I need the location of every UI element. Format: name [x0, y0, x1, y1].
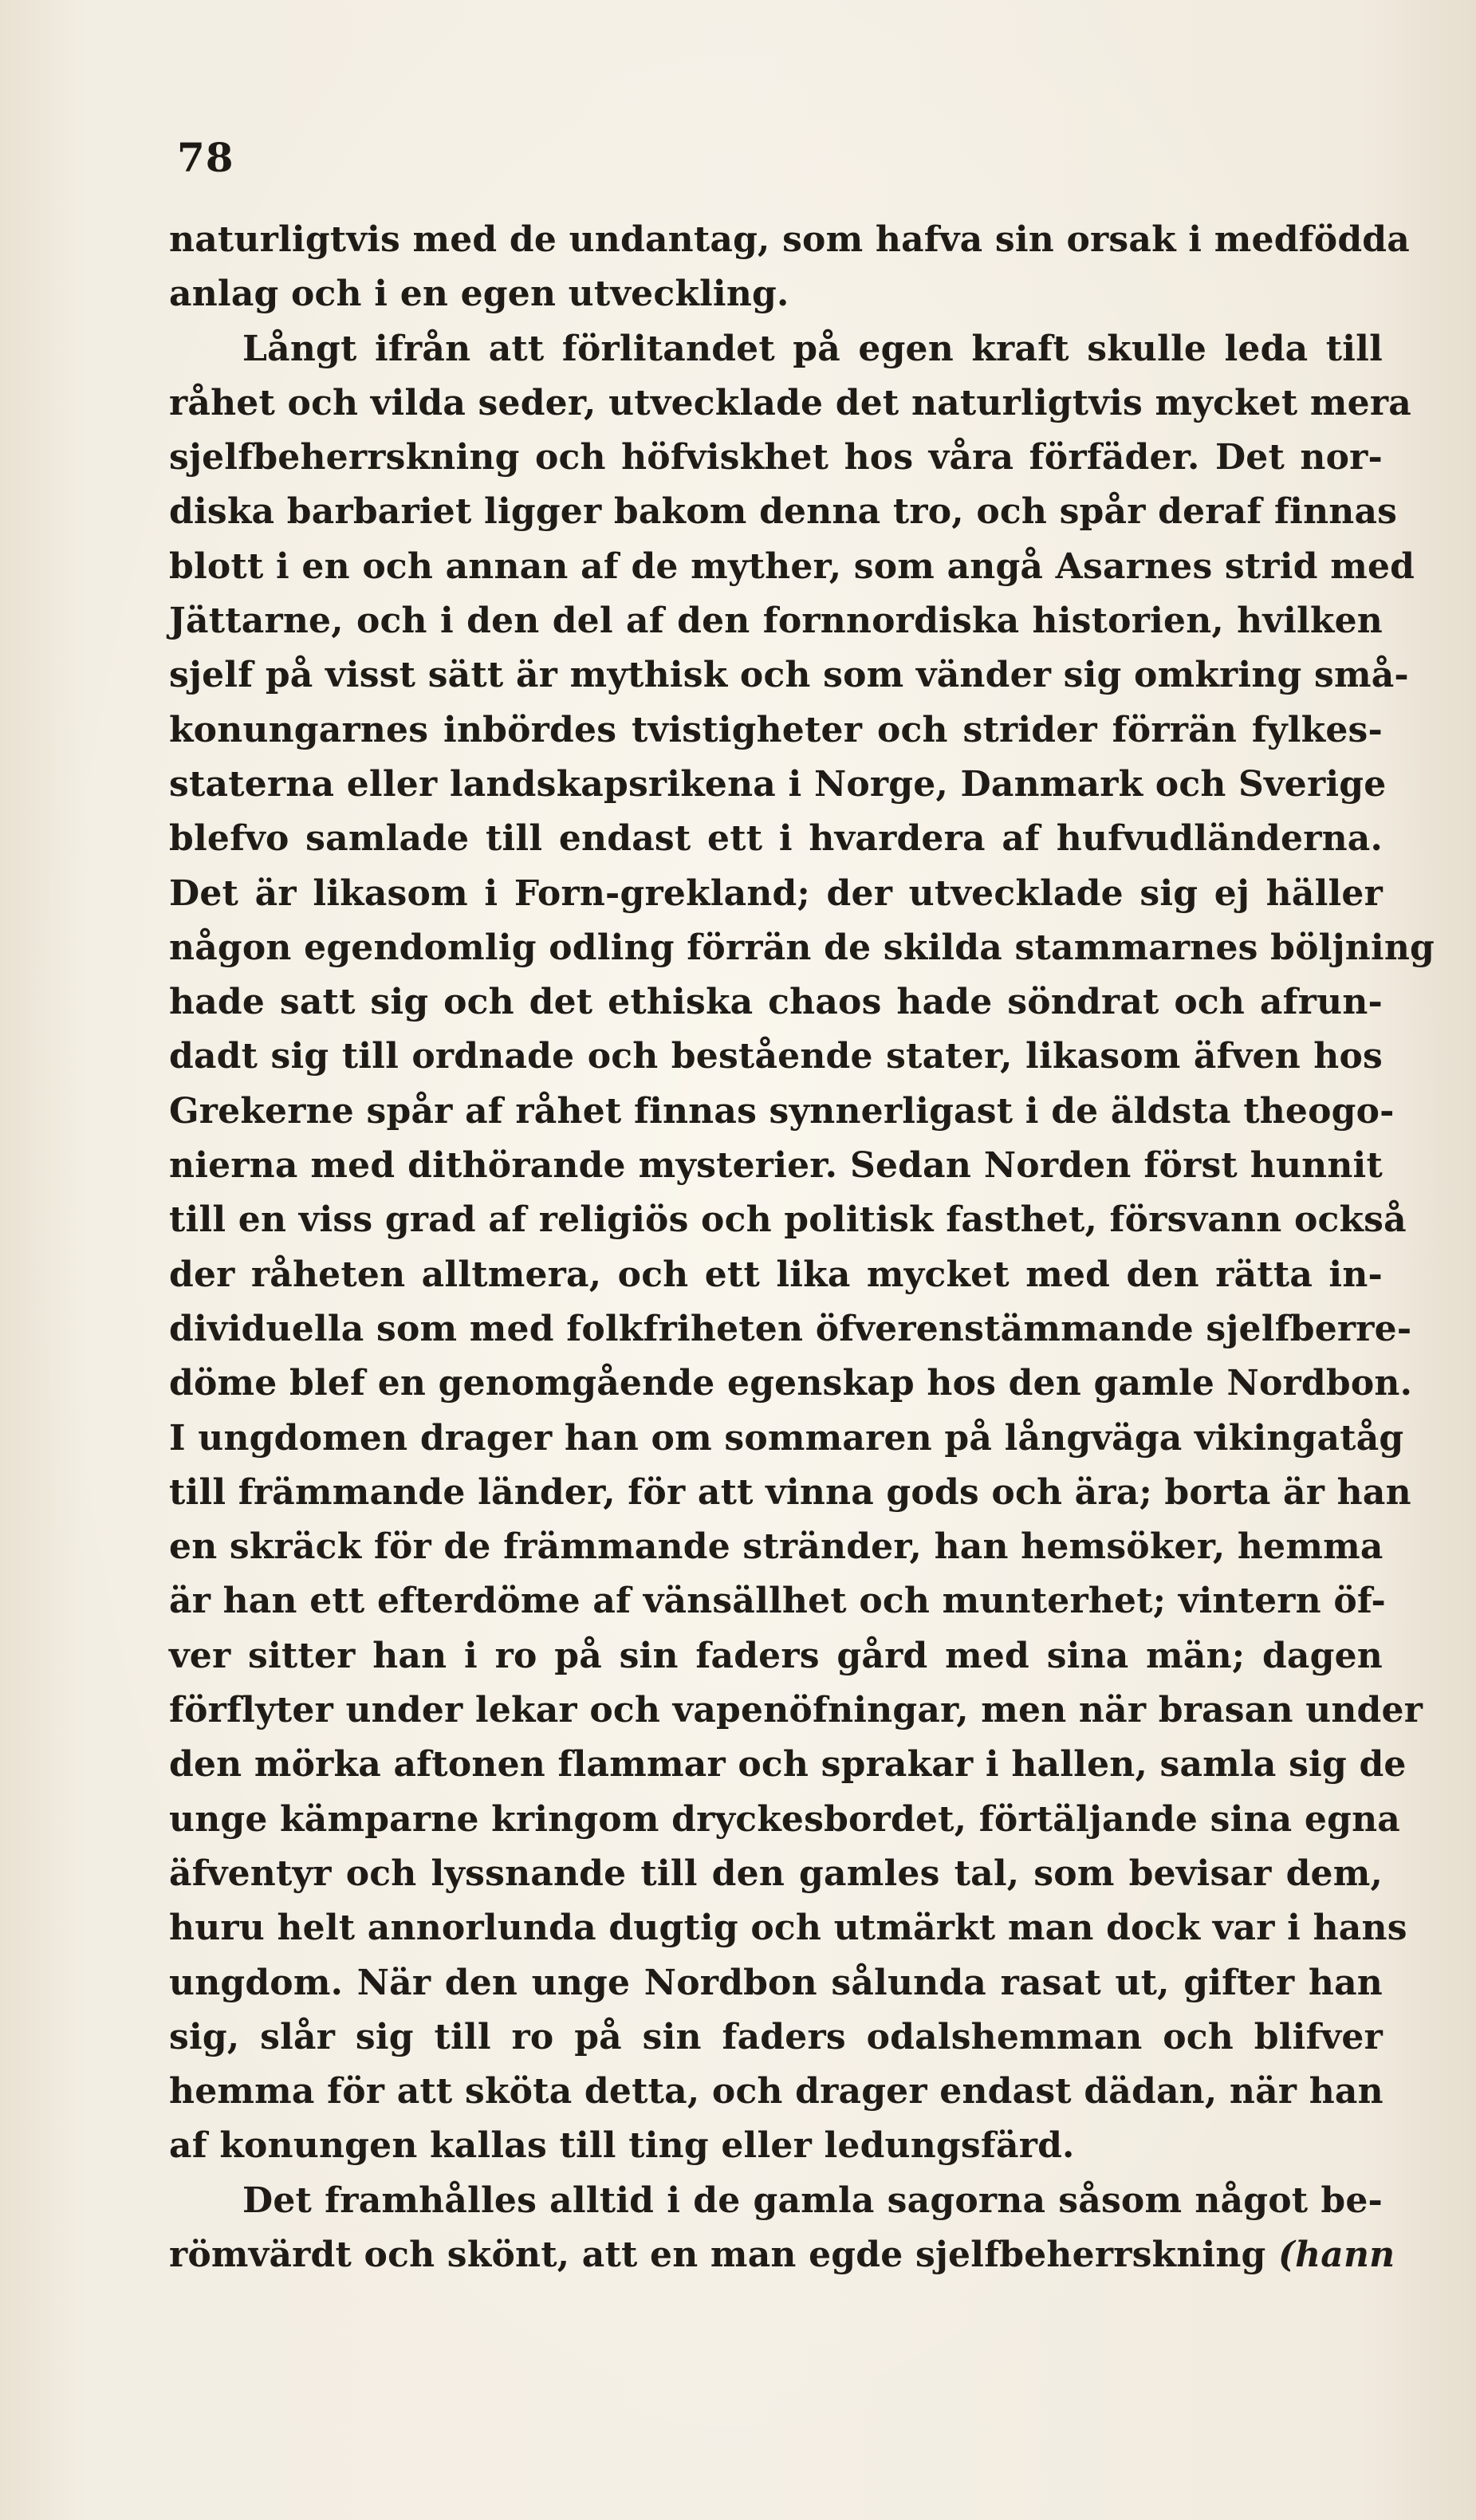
- text-line: Grekerne spår af råhet finnas synnerligast i de äldsta theogo-: [169, 1090, 1395, 1132]
- text-line: till en viss grad af religiös och politisk fasthet, försvann också: [169, 1199, 1407, 1241]
- text-line: huru helt annorlunda dugtig och utmärkt man dock var i hans: [169, 1908, 1407, 1949]
- text-line: naturligtvis med de undantag, som hafva sin orsak i medfödda: [169, 219, 1410, 260]
- paragraph-start-line: Långt ifrån att förlitandet på egen kraft skulle leda till: [242, 328, 1383, 369]
- text-line: Det är likasom i Forn-grekland; der utvecklade sig ej häller: [169, 872, 1383, 914]
- text-line: är han ett efterdöme af vänsällhet och munterhet; vintern öf-: [169, 1581, 1386, 1622]
- paragraph-start-line: Det framhålles alltid i de gamla sagorna såsom något be-: [242, 2179, 1383, 2221]
- text-line: konungarnes inbördes tvistigheter och strider förrän fylkes-: [169, 709, 1383, 750]
- text-line: sig, slår sig till ro på sin faders odalshemman och blifver: [169, 2016, 1383, 2057]
- text-line: råhet och vilda seder, utvecklade det naturligtvis mycket mera: [169, 382, 1411, 423]
- text-line: någon egendomlig odling förrän de skilda stammarnes böljning: [169, 927, 1435, 968]
- text-line: staterna eller landskapsrikena i Norge, Danmark och Sverige: [169, 763, 1387, 805]
- text-line: ungdom. När den unge Nordbon sålunda rasat ut, gifter han: [169, 1962, 1383, 2003]
- text-line: förflyter under lekar och vapenöfningar, men när brasan under: [169, 1690, 1423, 1731]
- text-line: en skräck för de främmande stränder, han hemsöker, hemma: [169, 1526, 1384, 1568]
- body-text: [169, 213, 1435, 2282]
- text-line: nierna med dithörande mysterier. Sedan Norden först hunnit: [169, 1145, 1383, 1187]
- page-number: 78: [177, 134, 234, 181]
- text-line: äfventyr och lyssnande till den gamles tal, som bevisar dem,: [169, 1853, 1383, 1894]
- text-line: diska barbariet ligger bakom denna tro, och spår deraf finnas: [169, 491, 1398, 533]
- text-line: sjelf på visst sätt är mythisk och som vänder sig omkring små-: [169, 655, 1409, 696]
- text-line: I ungdomen drager han om sommaren på långväga vikingatåg: [169, 1417, 1404, 1459]
- text-line: blott i en och annan af de myther, som angå Asarnes strid med: [169, 545, 1415, 587]
- text-line: af konungen kallas till ting eller ledungsfärd.: [169, 2125, 1075, 2167]
- text-line: till främmande länder, för att vinna gods och ära; borta är han: [169, 1471, 1411, 1513]
- text-line: döme blef en genomgående egenskap hos den gamle Nordbon.: [169, 1363, 1413, 1404]
- text-line: der råheten alltmera, och ett lika mycket med den rätta in-: [169, 1254, 1383, 1295]
- text-line: hade satt sig och det ethiska chaos hade söndrat och afrun-: [169, 982, 1383, 1023]
- text-line: hemma för att sköta detta, och drager endast dädan, när han: [169, 2071, 1384, 2112]
- text-line: ver sitter han i ro på sin faders gård med sina män; dagen: [169, 1635, 1383, 1676]
- italic-word: (hann: [1278, 2234, 1395, 2275]
- text-line: dividuella som med folkfriheten öfverenstämmande sjelfberre-: [169, 1308, 1412, 1349]
- text-line: sjelfbeherrskning och höfviskhet hos våra förfäder. Det nor-: [169, 437, 1383, 478]
- text-line: Jättarne, och i den del af den fornnordiska historien, hvilken: [169, 600, 1383, 642]
- text-line-with-italic: [169, 2228, 1395, 2282]
- text-line: anlag och i en egen utveckling.: [169, 274, 789, 315]
- text-line: blefvo samlade till endast ett i hvardera af hufvudländerna.: [169, 818, 1383, 860]
- text-line: unge kämparne kringom dryckesbordet, förtäljande sina egna: [169, 1798, 1400, 1840]
- text-line-roman: römvärdt och skönt, att en man egde sjelfbeherrskning: [169, 2234, 1266, 2275]
- text-line: dadt sig till ordnade och bestående stater, likasom äfven hos: [169, 1036, 1383, 1077]
- text-line: den mörka aftonen flammar och sprakar i hallen, samla sig de: [169, 1744, 1407, 1786]
